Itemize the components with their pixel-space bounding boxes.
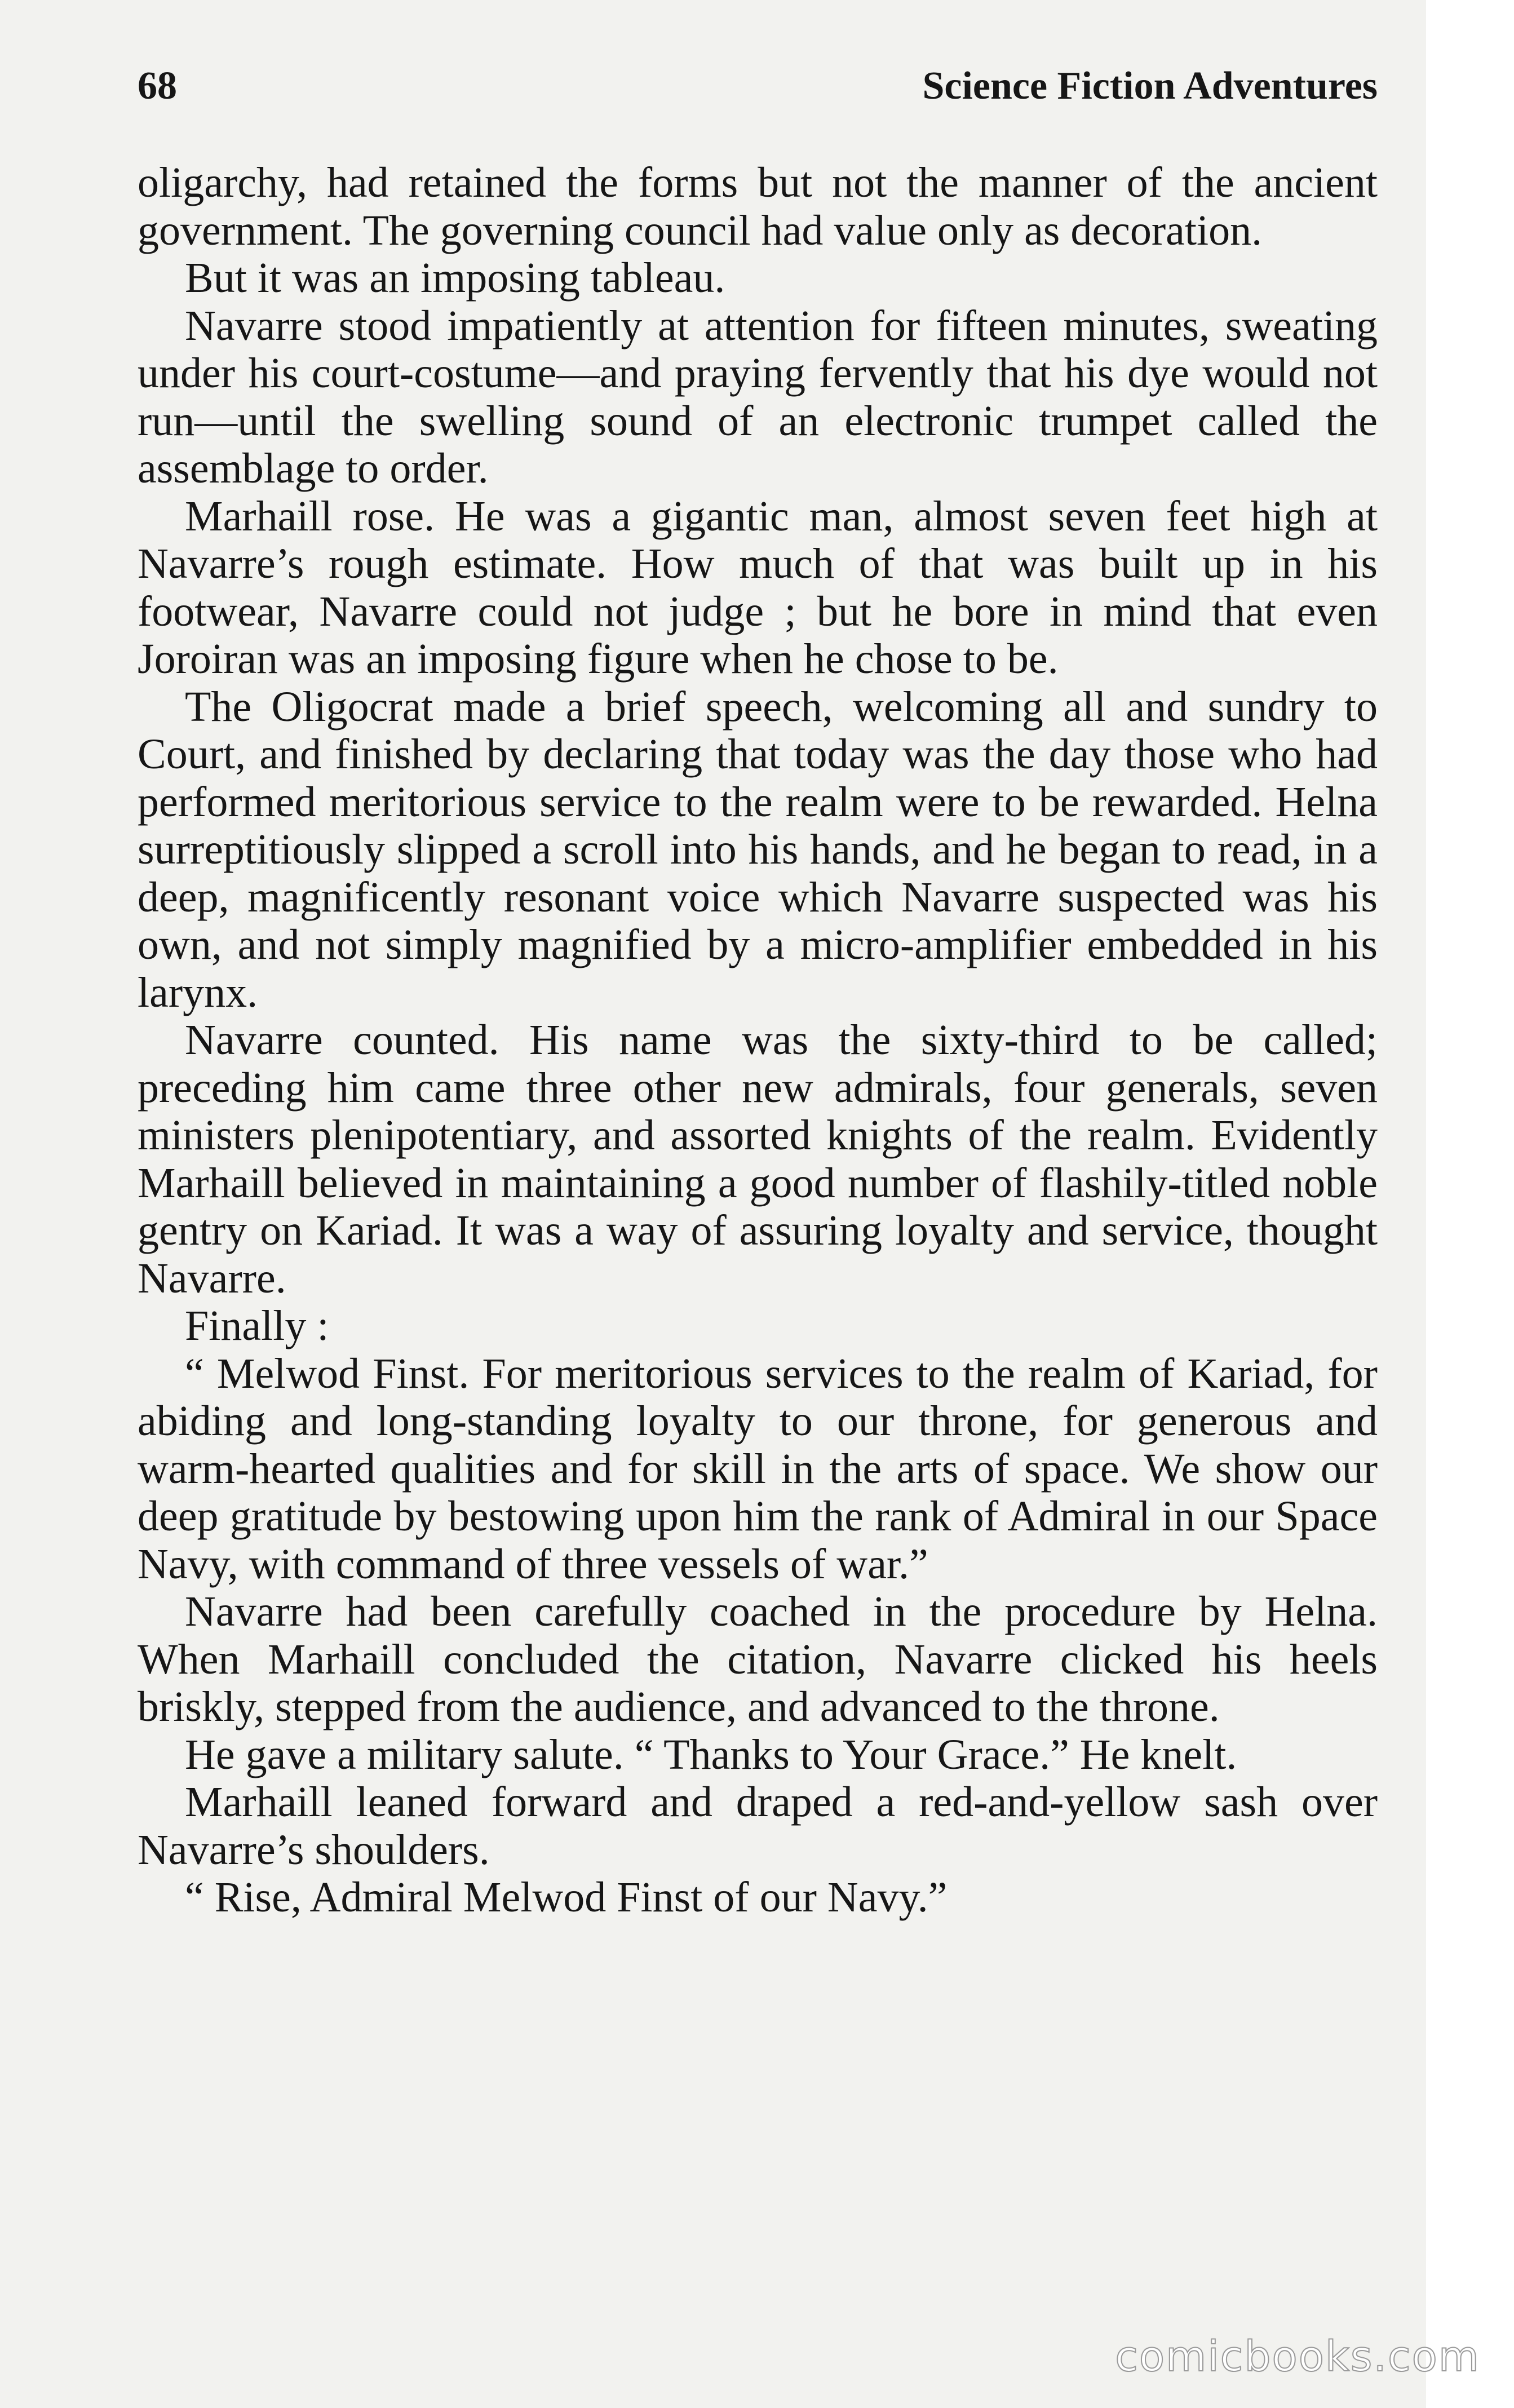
body-text xyxy=(138,159,1378,1922)
page-number: 68 xyxy=(138,64,177,108)
paragraph: Marhaill rose. He was a gigantic man, almost seven feet high at Navarre’s rough estimate. How much of that was built up in his footwear, Navarre could not judge ; but he bore in mind that even Joroiran was an imposing figure when he chose to be. xyxy=(138,492,1378,683)
page-header xyxy=(138,64,1378,129)
watermark: comicbooks.com xyxy=(1115,2332,1480,2381)
paragraph: Finally : xyxy=(185,1302,329,1349)
paragraph: He gave a military salute. “ Thanks to Your Grace.” He knelt. xyxy=(185,1730,1237,1778)
scan-margin xyxy=(1426,0,1514,2408)
paragraph: Navarre counted. His name was the sixty-third to be called; preceding him came three other new admirals, four generals, seven ministers plenipotentiary, and assorted knights of the realm. Evidently Marhaill believed in maintaining a good number of flashily-titled noble gentry on Kariad. It was a way of assuring loyalty and service, thought Navarre. xyxy=(138,1016,1378,1302)
paragraph: Navarre stood impatiently at attention for fifteen minutes, sweating under his court-costume—and praying fervently that his dye would not run—until the swelling sound of an electronic trumpet called the assemblage to order. xyxy=(138,302,1378,492)
paragraph: The Oligocrat made a brief speech, welcoming all and sundry to Court, and finished by declaring that today was the day those who had performed meritorious service to the realm were to be rewarded. Helna surreptitiously slipped a scroll into his hands, and he began to read, in a deep, magnificently resonant voice which Navarre suspected was his own, and not simply magnified by a micro-amplifier embedded in his larynx. xyxy=(138,683,1378,1016)
paragraph: “ Melwod Finst. For meritorious services to the realm of Kariad, for abiding and long-standing loyalty to our throne, for generous and warm-hearted qualities and for skill in the arts of space. We show our deep gratitude by bestowing upon him the rank of Admiral in our Space Navy, with command of three vessels of war.” xyxy=(138,1349,1378,1588)
paragraph: Marhaill leaned forward and draped a red-and-yellow sash over Navarre’s shoulders. xyxy=(138,1778,1378,1874)
running-title: Science Fiction Adventures xyxy=(922,64,1378,108)
paragraph: oligarchy, had retained the forms but not the manner of the ancient government. The governing council had value only as decoration. xyxy=(138,159,1378,254)
paragraph: “ Rise, Admiral Melwod Finst of our Navy.” xyxy=(185,1874,948,1921)
paragraph: Navarre had been carefully coached in the procedure by Helna. When Marhaill concluded the citation, Navarre clicked his heels briskly, stepped from the audience, and advanced to the throne. xyxy=(138,1588,1378,1730)
paragraph: But it was an imposing tableau. xyxy=(185,254,725,302)
